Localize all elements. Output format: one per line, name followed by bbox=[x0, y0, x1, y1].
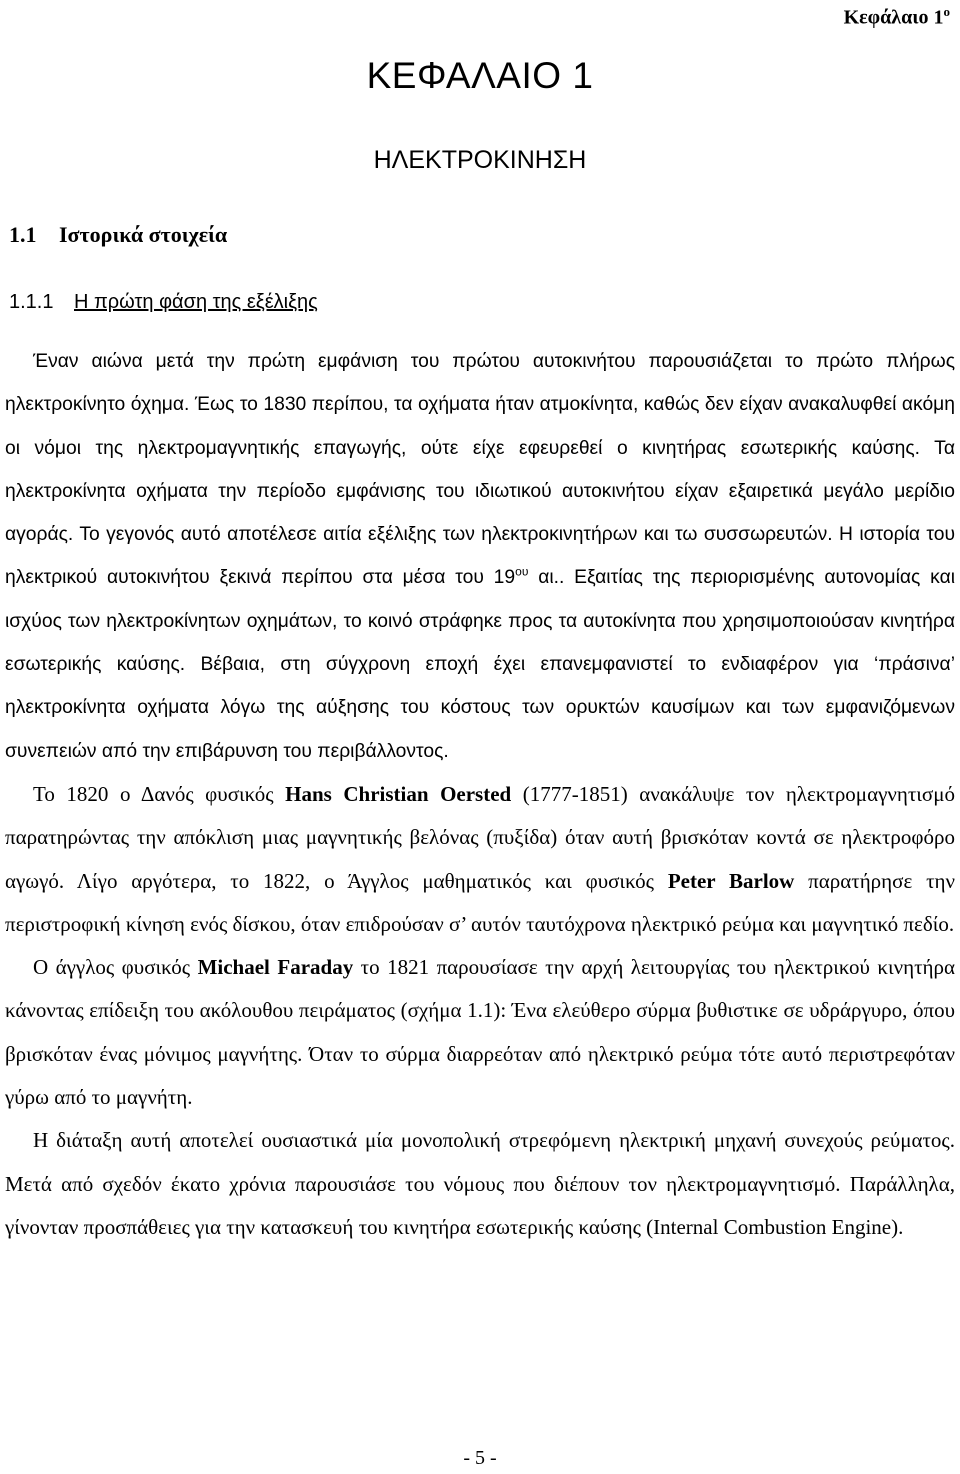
paragraph-1-superscript: ου bbox=[515, 565, 529, 580]
paragraph-3-text-b: το 1821 παρουσίασε την αρχή λειτουργίας του ηλεκτρικού κινητήρα κάνοντας επίδειξη του ακόλουθου πειράματος (σχήμα 1.1): Ένα ελεύθερο σύρμα βυθιστικε σε υδράργυρο, όπου βρισκόταν ένας μόνιμος μαγνήτης. Όταν το σύρμα διαρρεόταν από ηλεκτρικό ρεύμα τότε αυτό περιστρεφόταν γύρω από το μαγνήτη. bbox=[5, 955, 956, 1110]
body-text bbox=[5, 340, 955, 1249]
paragraph-3-text-a: Ο άγγλος φυσικός bbox=[33, 955, 198, 980]
section-number: 1.1 bbox=[9, 222, 37, 247]
subsection-number: 1.1.1 bbox=[9, 291, 54, 313]
running-header bbox=[844, 4, 950, 30]
running-header-label: Κεφάλαιο 1 bbox=[843, 6, 944, 29]
chapter-title: ΚΕΦΑΛΑΙΟ 1 bbox=[366, 55, 594, 96]
paragraph-2-text-b: (1777-1851) ανακάλυψε τον ηλεκτρομαγνητισμό παρατηρώντας την απόκλιση μιας μαγνητικής βελόνας (πυξίδα) όταν αυτή βρισκόταν κοντά σε ηλεκτροφόρο αγωγό. Λίγο αργότερα, το 1822, ο Άγγλος μαθηματικός και φυσικός bbox=[5, 781, 955, 893]
section-heading bbox=[9, 222, 227, 248]
paragraph-2-name-oersted: Hans Christian Oersted bbox=[285, 781, 512, 806]
page-number: - 5 - bbox=[463, 1447, 497, 1469]
paragraph-1-text-b: αι.. Εξαιτίας της περιορισμένης αυτονομίας και ισχύος των ηλεκτροκίνητων οχημάτων, το κοινό στράφηκε προς τα αυτοκίνητα που χρησιμοποιούσαν κινητήρα εσωτερικής καύσης. Βέβαια, στη σύγχρονη εποχή έχει επανεμφανιστεί το ενδιαφέρον για ‘πράσινα’ ηλεκτροκίνητα οχήματα λόγω της αύξησης του κόστους των ορυκτών καυσίμων και των εμφανιζόμενων συνεπειών από την επιβάρυνση του περιβάλλοντος. bbox=[5, 567, 956, 762]
paragraph-3-name-faraday: Michael Faraday bbox=[197, 955, 354, 980]
paragraph-2-text-c: παρατήρησε την περιστροφική κίνηση ενός δίσκου, όταν επιδρούσαν σ’ αυτόν ταυτόχρονα ηλεκτρικό ρεύμα και μαγνητικό πεδίο. bbox=[5, 868, 955, 936]
subsection-heading bbox=[9, 291, 318, 314]
paragraph-3 bbox=[5, 946, 955, 1119]
paragraph-2 bbox=[5, 773, 955, 946]
section-title: Ιστορικά στοιχεία bbox=[59, 222, 228, 247]
chapter-subtitle: ΗΛΕΚΤΡΟΚΙΝΗΣΗ bbox=[373, 146, 587, 174]
subsection-title: Η πρώτη φάση της εξέλιξης bbox=[74, 291, 318, 313]
paragraph-2-text-a: Το 1820 ο Δανός φυσικός bbox=[33, 781, 286, 806]
paragraph-4: Η διάταξη αυτή αποτελεί ουσιαστικά μία μονοπολική στρεφόμενη ηλεκτρική μηχανή συνεχούς ρεύματος. Μετά από σχεδόν έκατο χρόνια παρουσιάσε του νόμους που διέπουν τον ηλεκτρομαγνητισμό. Παράλληλα, γίνονταν προσπάθειες για την κατασκευή του κινητήρα εσωτερικής καύσης (Internal Combustion Engine). bbox=[5, 1128, 955, 1239]
paragraph-2-name-barlow: Peter Barlow bbox=[667, 868, 795, 893]
paragraph-1-text-a: Έναν αιώνα μετά την πρώτη εμφάνιση του πρώτου αυτοκινήτου παρουσιάζεται το πρώτο πλήρως ηλεκτροκίνητο όχημα. Έως το 1830 περίπου, τα οχήματα ήταν ατμοκίνητα, καθώς δεν είχαν ανακαλυφθεί ακόμη οι νόμοι της ηλεκτρομαγνητικής επαγωγής, ούτε είχε εφευρεθεί ο κινητήρας εσωτερικής καύσης. Τα ηλεκτροκίνητα οχήματα την περίοδο εμφάνισης του ιδιωτικού αυτοκινήτου είχαν εξαιρετικά μεγάλο μερίδιο αγοράς. Το γεγονός αυτό αποτέλεσε αιτία εξέλιξης των ηλεκτροκινητήρων και τω συσσωρευτών. Η ιστορία του ηλεκτρικού αυτοκινήτου ξεκινά περίπου στα μέσα του 19 bbox=[5, 351, 955, 589]
paragraph-1 bbox=[5, 340, 955, 773]
running-header-sup: ο bbox=[943, 4, 950, 19]
